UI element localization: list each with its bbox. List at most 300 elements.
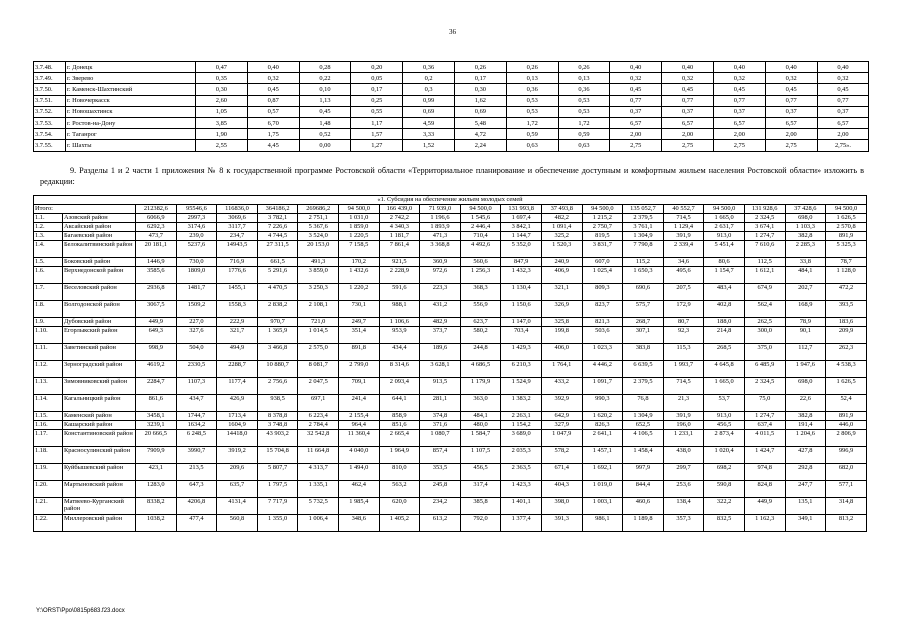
value-cell: 637,4 bbox=[744, 421, 785, 430]
subsidy-table bbox=[33, 195, 867, 532]
value-cell: 647,3 bbox=[176, 481, 217, 498]
total-cell: 364186,2 bbox=[257, 205, 298, 214]
value-cell: 1 181,7 bbox=[379, 232, 420, 241]
value-cell: 1 274,7 bbox=[744, 412, 785, 421]
value-cell: 1 429,3 bbox=[501, 344, 542, 361]
value-cell: 1 233,1 bbox=[663, 430, 704, 447]
coefficient-cell: 1,13 bbox=[299, 95, 351, 106]
row-number: 3.7.53. bbox=[34, 117, 66, 128]
value-cell: 321,7 bbox=[217, 327, 258, 344]
value-cell: 247,7 bbox=[785, 481, 826, 498]
coefficient-cell: 0,40 bbox=[610, 62, 662, 73]
value-cell: 1 355,0 bbox=[257, 515, 298, 532]
value-cell: 716,9 bbox=[217, 258, 258, 267]
value-cell: 1 006,4 bbox=[298, 515, 339, 532]
value-cell: 986,1 bbox=[582, 515, 623, 532]
coefficient-cell: 0,45 bbox=[299, 106, 351, 117]
total-label: Итого: bbox=[34, 205, 136, 214]
value-cell: 196,0 bbox=[663, 421, 704, 430]
value-cell: 360,9 bbox=[420, 258, 461, 267]
value-cell: 2 324,5 bbox=[744, 378, 785, 395]
value-cell: 1283,0 bbox=[136, 481, 177, 498]
coefficient-cell: 2,75 bbox=[765, 140, 817, 151]
value-cell: 438,0 bbox=[663, 447, 704, 464]
value-cell: 1 458,4 bbox=[623, 447, 664, 464]
value-cell: 327,6 bbox=[176, 327, 217, 344]
coefficient-cell: 0,32 bbox=[765, 73, 817, 84]
coefficient-cell: 0,32 bbox=[247, 73, 299, 84]
value-cell: 1 025,4 bbox=[582, 267, 623, 284]
value-cell: 363,0 bbox=[460, 395, 501, 412]
value-cell: 3117,7 bbox=[217, 223, 258, 232]
value-cell: 1 103,3 bbox=[785, 223, 826, 232]
district-name: Веселовский район bbox=[63, 284, 136, 301]
value-cell: 2 263,1 bbox=[501, 412, 542, 421]
value-cell: 21,3 bbox=[663, 395, 704, 412]
coefficient-cell: 0,35 bbox=[196, 73, 248, 84]
value-cell: 2 756,6 bbox=[257, 378, 298, 395]
coefficient-cell: 3,85 bbox=[196, 117, 248, 128]
value-cell: 613,2 bbox=[420, 515, 461, 532]
value-cell: 997,9 bbox=[623, 464, 664, 481]
value-cell: 1 091,4 bbox=[541, 223, 582, 232]
row-number: 1.18. bbox=[34, 447, 63, 464]
coefficient-cell: 0,37 bbox=[765, 106, 817, 117]
value-cell: 577,1 bbox=[826, 481, 867, 498]
coefficient-cell: 0,63 bbox=[506, 140, 558, 151]
value-cell: 730,1 bbox=[338, 301, 379, 318]
coefficient-cell: 4,45 bbox=[247, 140, 299, 151]
row-number: 1.5. bbox=[34, 258, 63, 267]
table-row bbox=[34, 223, 867, 232]
district-name: Кашарский район bbox=[63, 421, 136, 430]
total-cell: 131 928,6 bbox=[744, 205, 785, 214]
row-number: 1.20. bbox=[34, 481, 63, 498]
coefficient-cell: 0,37 bbox=[713, 106, 765, 117]
value-cell: 682,0 bbox=[826, 464, 867, 481]
value-cell: 4 686,5 bbox=[460, 361, 501, 378]
coefficient-cell: 0,37 bbox=[610, 106, 662, 117]
value-cell: 456,5 bbox=[704, 421, 745, 430]
value-cell: 2 575,0 bbox=[298, 344, 339, 361]
value-cell: 191,4 bbox=[785, 421, 826, 430]
district-name: Белокалитвинский район bbox=[63, 241, 136, 258]
value-cell: 11 360,4 bbox=[338, 430, 379, 447]
value-cell: 2 285,3 bbox=[785, 241, 826, 258]
value-cell: 494,9 bbox=[217, 344, 258, 361]
row-number: 1.13. bbox=[34, 378, 63, 395]
table-row bbox=[34, 421, 867, 430]
coefficient-cell: 0,28 bbox=[299, 62, 351, 73]
value-cell: 2 339,4 bbox=[663, 241, 704, 258]
value-cell: 78,9 bbox=[785, 318, 826, 327]
value-cell: 2 379,5 bbox=[623, 378, 664, 395]
value-cell: 1 764,1 bbox=[541, 361, 582, 378]
value-cell: 322,2 bbox=[704, 498, 745, 515]
row-number: 1.10. bbox=[34, 327, 63, 344]
value-cell: 8 081,7 bbox=[298, 361, 339, 378]
value-cell: 268,7 bbox=[623, 318, 664, 327]
total-cell: 71 939,0 bbox=[420, 205, 461, 214]
value-cell: 8 314,6 bbox=[379, 361, 420, 378]
value-cell: 1 383,2 bbox=[501, 395, 542, 412]
value-cell: 1 665,0 bbox=[704, 214, 745, 223]
coefficient-cell: 0,59 bbox=[558, 129, 610, 140]
value-cell: 351,4 bbox=[338, 327, 379, 344]
value-cell: 556,9 bbox=[460, 301, 501, 318]
coefficient-cell: 2,00 bbox=[713, 129, 765, 140]
value-cell: 642,9 bbox=[541, 412, 582, 421]
total-cell: 269686,2 bbox=[298, 205, 339, 214]
value-cell: 6 485,9 bbox=[744, 361, 785, 378]
value-cell: 5 291,6 bbox=[257, 267, 298, 284]
coefficient-cell: 0,45 bbox=[610, 84, 662, 95]
value-cell: 1 091,7 bbox=[582, 378, 623, 395]
coefficient-cell: 0,37 bbox=[817, 106, 869, 117]
value-cell: 15 704,8 bbox=[257, 447, 298, 464]
row-number: 1.8. bbox=[34, 301, 63, 318]
value-cell: 53,7 bbox=[704, 395, 745, 412]
value-cell: 462,4 bbox=[338, 481, 379, 498]
district-name: Зимовниковский район bbox=[63, 378, 136, 395]
value-cell: 383,8 bbox=[623, 344, 664, 361]
value-cell: 1 947,6 bbox=[785, 361, 826, 378]
value-cell: 2 570,8 bbox=[826, 223, 867, 232]
table-row bbox=[34, 344, 867, 361]
value-cell: 1 457,1 bbox=[582, 447, 623, 464]
value-cell: 1 020,4 bbox=[704, 447, 745, 464]
city-name: г. Новочеркасск bbox=[66, 95, 196, 106]
value-cell: 913,5 bbox=[420, 378, 461, 395]
row-number: 1.17. bbox=[34, 430, 63, 447]
value-cell: 809,3 bbox=[582, 284, 623, 301]
value-cell: 6066,9 bbox=[136, 214, 177, 223]
value-cell: 325,8 bbox=[541, 318, 582, 327]
value-cell: 3585,6 bbox=[136, 267, 177, 284]
total-cell: 116836,0 bbox=[217, 205, 258, 214]
value-cell: 214,8 bbox=[704, 327, 745, 344]
value-cell: 6292,3 bbox=[136, 223, 177, 232]
value-cell: 813,2 bbox=[826, 515, 867, 532]
value-cell: 1 304,9 bbox=[623, 232, 664, 241]
top-table-row bbox=[34, 73, 869, 84]
district-name: Матвеево-Курганский район bbox=[63, 498, 136, 515]
table-row bbox=[34, 378, 867, 395]
coefficient-cell: 0,45 bbox=[662, 84, 714, 95]
top-table-row bbox=[34, 62, 869, 73]
coefficient-cell: 3,33 bbox=[403, 129, 455, 140]
value-cell: 6 248,5 bbox=[176, 430, 217, 447]
value-cell: 249,7 bbox=[338, 318, 379, 327]
value-cell: 1634,2 bbox=[176, 421, 217, 430]
value-cell: 1 697,4 bbox=[501, 214, 542, 223]
coefficient-cell: 0,10 bbox=[299, 84, 351, 95]
value-cell: 3 524,0 bbox=[298, 232, 339, 241]
coefficient-cell: 0,13 bbox=[506, 73, 558, 84]
coefficient-cell: 0,00 bbox=[299, 140, 351, 151]
row-number: 3.7.51. bbox=[34, 95, 66, 106]
value-cell: 953,9 bbox=[379, 327, 420, 344]
total-cell: 37 493,8 bbox=[541, 205, 582, 214]
value-cell: 115,3 bbox=[663, 344, 704, 361]
value-cell: 2 363,5 bbox=[501, 464, 542, 481]
value-cell: 721,0 bbox=[298, 318, 339, 327]
table-row bbox=[34, 267, 867, 284]
value-cell: 1 377,4 bbox=[501, 515, 542, 532]
row-number: 3.7.52. bbox=[34, 106, 66, 117]
section-header-row bbox=[34, 196, 867, 205]
value-cell: 446,0 bbox=[826, 421, 867, 430]
value-cell: 4 744,5 bbox=[257, 232, 298, 241]
row-number: 1.15. bbox=[34, 412, 63, 421]
coefficient-cell: 0,69 bbox=[454, 106, 506, 117]
value-cell: 90,1 bbox=[785, 327, 826, 344]
value-cell: 3 250,3 bbox=[298, 284, 339, 301]
value-cell: 268,5 bbox=[704, 344, 745, 361]
city-name: г. Ростов-на-Дону bbox=[66, 117, 196, 128]
value-cell: 4 470,5 bbox=[257, 284, 298, 301]
value-cell: 3 842,1 bbox=[501, 223, 542, 232]
value-cell: 938,5 bbox=[257, 395, 298, 412]
value-cell: 1 626,5 bbox=[826, 378, 867, 395]
value-cell: 591,6 bbox=[379, 284, 420, 301]
coefficient-cell: 0,36 bbox=[403, 62, 455, 73]
value-cell: 861,6 bbox=[136, 395, 177, 412]
value-cell: 4 040,0 bbox=[338, 447, 379, 464]
value-cell: 1 215,2 bbox=[582, 214, 623, 223]
coefficient-cell: 0,2 bbox=[403, 73, 455, 84]
value-cell: 244,8 bbox=[460, 344, 501, 361]
value-cell: 1038,2 bbox=[136, 515, 177, 532]
value-cell: 3990,7 bbox=[176, 447, 217, 464]
value-cell: 1455,1 bbox=[217, 284, 258, 301]
value-cell: 1 424,7 bbox=[744, 447, 785, 464]
value-cell: 851,6 bbox=[379, 421, 420, 430]
district-name: Боковский район bbox=[63, 258, 136, 267]
coefficient-cell: 2,60 bbox=[196, 95, 248, 106]
value-cell: 327,9 bbox=[541, 421, 582, 430]
city-name: г. Каменск-Шахтинский bbox=[66, 84, 196, 95]
file-path-footer: Y:\ORST\Ppo\0815p683.f23.docx bbox=[36, 608, 125, 614]
value-cell: 391,9 bbox=[663, 412, 704, 421]
value-cell: 826,3 bbox=[582, 421, 623, 430]
value-cell: 3 466,8 bbox=[257, 344, 298, 361]
value-cell: 8 378,8 bbox=[257, 412, 298, 421]
value-cell: 207,5 bbox=[663, 284, 704, 301]
value-cell: 482,2 bbox=[541, 214, 582, 223]
coefficient-cell: 0,40 bbox=[713, 62, 765, 73]
value-cell: 75,0 bbox=[744, 395, 785, 412]
table-row bbox=[34, 284, 867, 301]
value-cell: 460,6 bbox=[623, 498, 664, 515]
value-cell: 402,8 bbox=[704, 301, 745, 318]
value-cell: 1 147,0 bbox=[501, 318, 542, 327]
value-cell: 6 210,3 bbox=[501, 361, 542, 378]
value-cell: 1 106,6 bbox=[379, 318, 420, 327]
value-cell: 1 401,1 bbox=[501, 498, 542, 515]
value-cell: 4619,2 bbox=[136, 361, 177, 378]
coefficient-cell: 0,77 bbox=[765, 95, 817, 106]
value-cell: 1 797,5 bbox=[257, 481, 298, 498]
coefficient-cell: 0,45 bbox=[247, 84, 299, 95]
coefficient-cell: 1,17 bbox=[351, 117, 403, 128]
value-cell: 7 790,8 bbox=[623, 241, 664, 258]
total-cell: 131 993,8 bbox=[501, 205, 542, 214]
table-row bbox=[34, 318, 867, 327]
value-cell: 1 107,5 bbox=[460, 447, 501, 464]
value-cell: 1 520,3 bbox=[541, 241, 582, 258]
value-cell: 357,3 bbox=[663, 515, 704, 532]
value-cell: 8338,2 bbox=[136, 498, 177, 515]
top-table-row bbox=[34, 84, 869, 95]
value-cell: 1 128,0 bbox=[826, 267, 867, 284]
district-name: Азовский район bbox=[63, 214, 136, 223]
value-cell: 1177,4 bbox=[217, 378, 258, 395]
value-cell: 20 181,1 bbox=[136, 241, 177, 258]
value-cell: 7 717,9 bbox=[257, 498, 298, 515]
value-cell: 5237,6 bbox=[176, 241, 217, 258]
coefficient-cell: 0,40 bbox=[765, 62, 817, 73]
table-row bbox=[34, 361, 867, 378]
value-cell: 3 628,1 bbox=[420, 361, 461, 378]
value-cell: 652,5 bbox=[623, 421, 664, 430]
value-cell: 449,9 bbox=[136, 318, 177, 327]
total-cell: 94 500,0 bbox=[704, 205, 745, 214]
row-number: 1.19. bbox=[34, 464, 63, 481]
coefficient-cell: 4,59 bbox=[403, 117, 455, 128]
value-cell: 406,0 bbox=[541, 344, 582, 361]
value-cell: 222,9 bbox=[217, 318, 258, 327]
table-row bbox=[34, 232, 867, 241]
section-header: «1. Субсидия на обеспечение жильем молодых семей bbox=[34, 196, 867, 205]
value-cell: 6 223,4 bbox=[298, 412, 339, 421]
coefficient-cell: 0,53 bbox=[506, 95, 558, 106]
value-cell: 483,4 bbox=[704, 284, 745, 301]
value-cell: 1 692,1 bbox=[582, 464, 623, 481]
value-cell: 857,4 bbox=[420, 447, 461, 464]
value-cell: 2 665,4 bbox=[379, 430, 420, 447]
value-cell: 590,8 bbox=[704, 481, 745, 498]
value-cell: 1 405,2 bbox=[379, 515, 420, 532]
value-cell: 115,2 bbox=[623, 258, 664, 267]
value-cell: 382,8 bbox=[785, 412, 826, 421]
value-cell: 4 645,8 bbox=[704, 361, 745, 378]
value-cell: 635,7 bbox=[217, 481, 258, 498]
value-cell: 3239,1 bbox=[136, 421, 177, 430]
value-cell: 2997,3 bbox=[176, 214, 217, 223]
coefficient-cell: 0,36 bbox=[506, 84, 558, 95]
value-cell: 974,8 bbox=[744, 464, 785, 481]
value-cell: 239,0 bbox=[176, 232, 217, 241]
value-cell: 477,4 bbox=[176, 515, 217, 532]
value-cell: 2 324,5 bbox=[744, 214, 785, 223]
value-cell: 2 750,7 bbox=[582, 223, 623, 232]
value-cell: 20 666,5 bbox=[136, 430, 177, 447]
coefficient-cell: 0,52 bbox=[299, 129, 351, 140]
coefficient-cell: 0,77 bbox=[817, 95, 869, 106]
value-cell: 970,7 bbox=[257, 318, 298, 327]
value-cell: 423,1 bbox=[136, 464, 177, 481]
value-cell: 22,6 bbox=[785, 395, 826, 412]
value-cell: 504,0 bbox=[176, 344, 217, 361]
value-cell: 1509,2 bbox=[176, 301, 217, 318]
value-cell: 262,5 bbox=[744, 318, 785, 327]
value-cell: 495,6 bbox=[663, 267, 704, 284]
coefficient-cell: 6,57 bbox=[713, 117, 765, 128]
coefficient-cell: 0,45 bbox=[713, 84, 765, 95]
value-cell: 27 311,5 bbox=[257, 241, 298, 258]
value-cell: 1 432,3 bbox=[501, 267, 542, 284]
coefficient-cell: 1,72 bbox=[506, 117, 558, 128]
value-cell: 404,3 bbox=[541, 481, 582, 498]
value-cell: 484,1 bbox=[460, 412, 501, 421]
table-row bbox=[34, 301, 867, 318]
coefficient-cell: 0,99 bbox=[403, 95, 455, 106]
value-cell: 371,6 bbox=[420, 421, 461, 430]
value-cell: 858,9 bbox=[379, 412, 420, 421]
value-cell: 34,6 bbox=[663, 258, 704, 267]
total-cell: 37 428,6 bbox=[785, 205, 826, 214]
value-cell: 823,7 bbox=[582, 301, 623, 318]
value-cell: 1 584,7 bbox=[460, 430, 501, 447]
value-cell: 3919,2 bbox=[217, 447, 258, 464]
coefficient-cell: 0,53 bbox=[506, 106, 558, 117]
coefficient-cell: 1,05 bbox=[196, 106, 248, 117]
coefficient-cell: 0,77 bbox=[713, 95, 765, 106]
value-cell: 482,9 bbox=[420, 318, 461, 327]
value-cell: 698,0 bbox=[785, 214, 826, 223]
value-cell: 172,9 bbox=[663, 301, 704, 318]
value-cell: 473,7 bbox=[136, 232, 177, 241]
district-name: Егорлыкский район bbox=[63, 327, 136, 344]
coefficient-cell: 0,20 bbox=[351, 62, 403, 73]
value-cell: 398,0 bbox=[541, 498, 582, 515]
city-name: г. Зверево bbox=[66, 73, 196, 84]
coefficient-cell: 0,30 bbox=[454, 84, 506, 95]
row-number: 1.1. bbox=[34, 214, 63, 223]
table-row bbox=[34, 412, 867, 421]
value-cell: 891,9 bbox=[826, 412, 867, 421]
row-number: 3.7.54. bbox=[34, 129, 66, 140]
value-cell: 2 228,9 bbox=[379, 267, 420, 284]
value-cell: 456,5 bbox=[460, 464, 501, 481]
value-cell: 325,2 bbox=[541, 232, 582, 241]
value-cell: 10 880,7 bbox=[257, 361, 298, 378]
value-cell: 1 985,4 bbox=[338, 498, 379, 515]
total-cell: 94 500,0 bbox=[582, 205, 623, 214]
coefficient-cell: 0,17 bbox=[351, 84, 403, 95]
table-row bbox=[34, 481, 867, 498]
value-cell: 353,5 bbox=[420, 464, 461, 481]
value-cell: 223,3 bbox=[420, 284, 461, 301]
coefficient-cell: 6,57 bbox=[662, 117, 714, 128]
table-row bbox=[34, 447, 867, 464]
coefficient-cell: 0,57 bbox=[247, 106, 299, 117]
value-cell: 703,4 bbox=[501, 327, 542, 344]
value-cell: 697,1 bbox=[298, 395, 339, 412]
table-row bbox=[34, 214, 867, 223]
value-cell: 2 799,0 bbox=[338, 361, 379, 378]
value-cell: 649,3 bbox=[136, 327, 177, 344]
value-cell: 1744,7 bbox=[176, 412, 217, 421]
district-name: Красносулинский район bbox=[63, 447, 136, 464]
value-cell: 33,8 bbox=[785, 258, 826, 267]
coefficient-cell: 0,32 bbox=[610, 73, 662, 84]
value-cell: 1713,4 bbox=[217, 412, 258, 421]
coefficient-cell: 6,57 bbox=[610, 117, 662, 128]
value-cell: 471,3 bbox=[420, 232, 461, 241]
value-cell: 2 631,7 bbox=[704, 223, 745, 232]
